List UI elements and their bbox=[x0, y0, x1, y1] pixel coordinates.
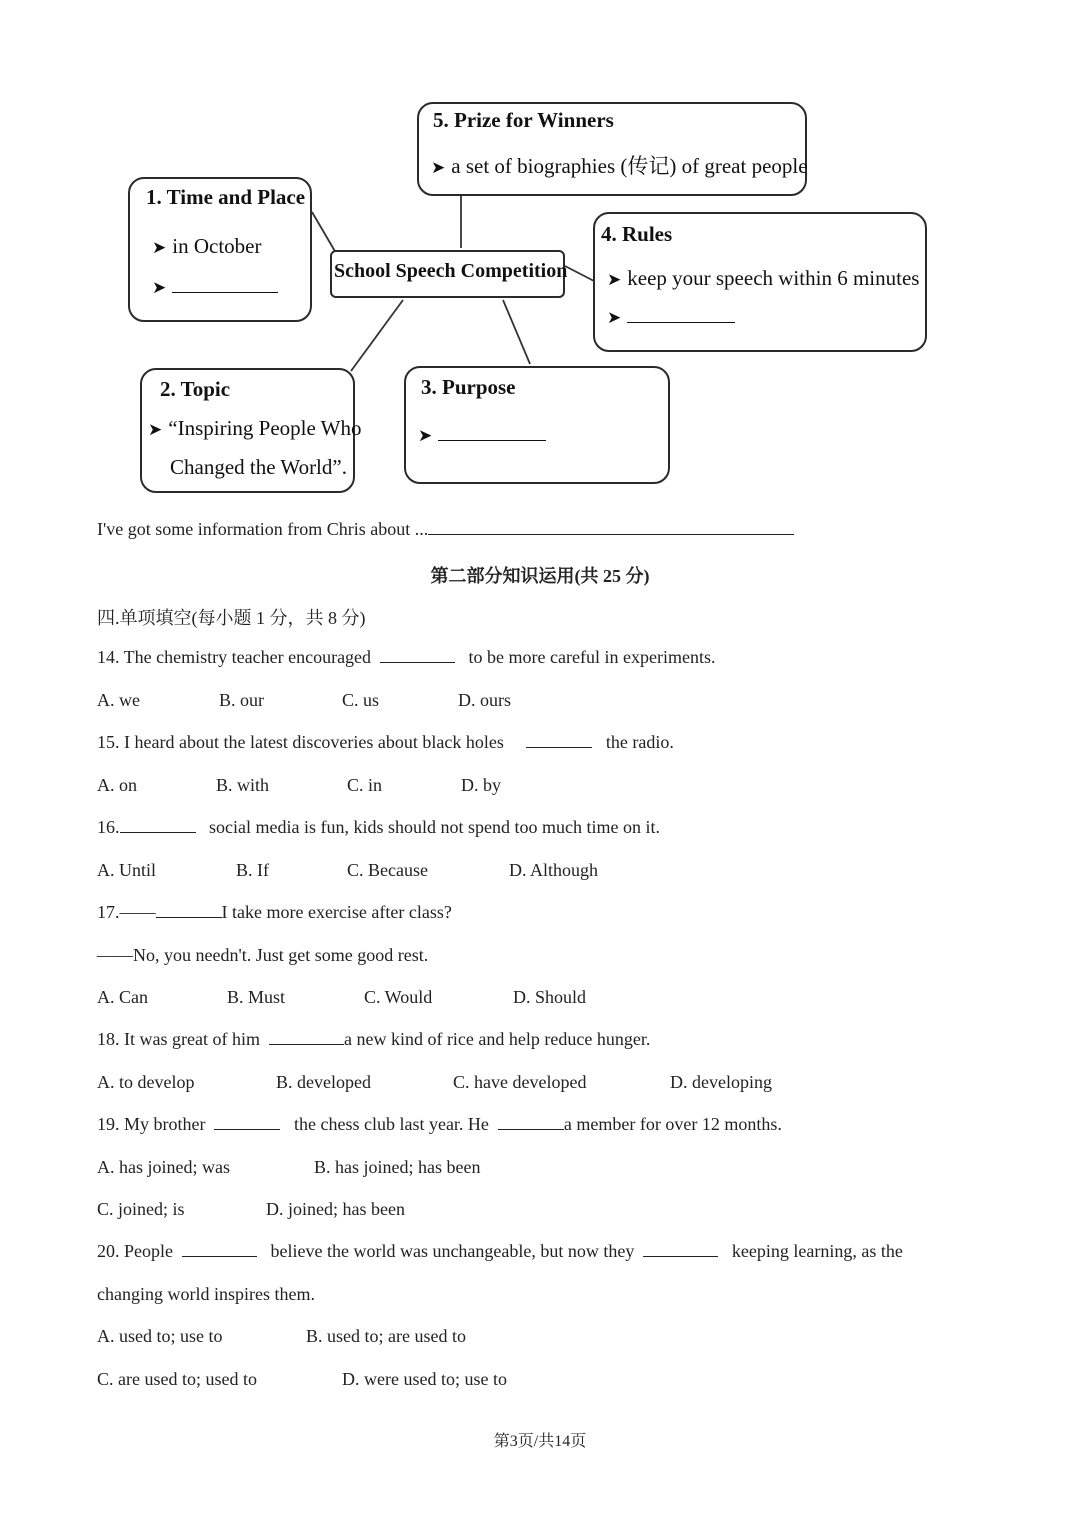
arrow-icon: ➤ bbox=[607, 270, 622, 289]
q20-option-a[interactable]: A. used to; use to bbox=[97, 1326, 223, 1346]
question-20: 20. People believe the world was unchangeable, but now they keeping learning, as the bbox=[97, 1241, 903, 1261]
q15-option-c[interactable]: C. in bbox=[347, 775, 383, 795]
box-rules-item: ➤ keep your speech within 6 minutes bbox=[607, 266, 920, 290]
q16-option-a[interactable]: A. Until bbox=[97, 860, 157, 880]
q19-blank-1[interactable] bbox=[214, 1128, 280, 1130]
box-prize-item: ➤ a set of biographies (传记) of great people bbox=[431, 154, 808, 178]
arrow-icon: ➤ bbox=[607, 308, 622, 327]
page-number: 第3页/共14页 bbox=[493, 1433, 587, 1450]
section-title: 第二部分知识运用(共 25 分) bbox=[430, 566, 650, 586]
q18-option-c[interactable]: C. have developed bbox=[453, 1072, 587, 1092]
q18-blank[interactable] bbox=[269, 1043, 344, 1045]
box-prize-title: 5. Prize for Winners bbox=[433, 108, 614, 132]
q19-blank-2[interactable] bbox=[498, 1128, 564, 1130]
box-purpose-blank[interactable] bbox=[418, 422, 546, 447]
q15-option-d[interactable]: D. by bbox=[461, 775, 501, 795]
arrow-icon: ➤ bbox=[152, 238, 167, 257]
q20-option-c[interactable]: C. are used to; used to bbox=[97, 1369, 257, 1389]
q17-reply: ——No, you needn't. Just get some good rest. bbox=[97, 945, 429, 965]
q14-option-c[interactable]: C. us bbox=[342, 690, 380, 710]
q17-option-d[interactable]: D. Should bbox=[513, 987, 587, 1007]
box-time-place-blank[interactable] bbox=[152, 274, 278, 299]
q19-option-a[interactable]: A. has joined; was bbox=[97, 1157, 230, 1177]
q20-option-b[interactable]: B. used to; are used to bbox=[306, 1326, 466, 1346]
question-19: 19. My brother the chess club last year. He a member for over 12 months. bbox=[97, 1114, 782, 1134]
q15-option-a[interactable]: A. on bbox=[97, 775, 137, 795]
question-18: 18. It was great of him a new kind of rice and help reduce hunger. bbox=[97, 1029, 651, 1049]
box-topic-item-line2: Changed the World”. bbox=[170, 455, 347, 479]
box-time-place bbox=[128, 177, 312, 322]
q19-option-d[interactable]: D. joined; has been bbox=[266, 1199, 405, 1219]
arrow-icon: ➤ bbox=[431, 158, 446, 177]
box-time-place-title: 1. Time and Place bbox=[146, 185, 306, 209]
q14-option-b[interactable]: B. our bbox=[219, 690, 264, 710]
box-rules-title: 4. Rules bbox=[601, 222, 673, 246]
q16-option-c[interactable]: C. Because bbox=[347, 860, 428, 880]
q17-option-a[interactable]: A. Can bbox=[97, 987, 148, 1007]
answer-blank[interactable] bbox=[428, 533, 794, 535]
question-17: 17.—— I take more exercise after class? bbox=[97, 902, 452, 922]
question-14: 14. The chemistry teacher encouraged to be more careful in experiments. bbox=[97, 647, 716, 667]
box-rules-blank[interactable] bbox=[607, 304, 735, 329]
box-topic-item: ➤ “Inspiring People Who bbox=[148, 416, 362, 440]
q14-option-d[interactable]: D. ours bbox=[458, 690, 511, 710]
box-purpose-title: 3. Purpose bbox=[421, 375, 516, 399]
box-time-place-item: ➤ in October bbox=[152, 234, 262, 258]
q18-option-a[interactable]: A. to develop bbox=[97, 1072, 195, 1092]
box-rules bbox=[593, 212, 927, 352]
q20-blank-1[interactable] bbox=[182, 1255, 257, 1257]
q20-blank-2[interactable] bbox=[643, 1255, 718, 1257]
q17-option-b[interactable]: B. Must bbox=[227, 987, 286, 1007]
subsection-title: 四.单项填空(每小题 1 分，共 8 分) bbox=[97, 608, 366, 628]
center-node bbox=[330, 250, 568, 298]
info-line: I've got some information from Chris about ... bbox=[97, 519, 794, 540]
q17-blank[interactable] bbox=[156, 916, 222, 918]
q14-option-a[interactable]: A. we bbox=[97, 690, 140, 710]
question-16: 16. social media is fun, kids should not spend too much time on it. bbox=[97, 817, 660, 837]
box-prize bbox=[417, 102, 807, 196]
center-node-label: School Speech Competition bbox=[334, 260, 568, 282]
q16-option-d[interactable]: D. Although bbox=[509, 860, 599, 880]
box-topic-title: 2. Topic bbox=[160, 377, 231, 401]
q15-option-b[interactable]: B. with bbox=[216, 775, 270, 795]
q20-option-d[interactable]: D. were used to; use to bbox=[342, 1369, 507, 1389]
q16-blank[interactable] bbox=[120, 831, 196, 833]
arrow-icon: ➤ bbox=[148, 420, 163, 439]
box-topic bbox=[140, 368, 362, 493]
q18-option-b[interactable]: B. developed bbox=[276, 1072, 371, 1092]
arrow-icon: ➤ bbox=[152, 278, 167, 297]
q14-blank[interactable] bbox=[380, 661, 455, 663]
q19-option-c[interactable]: C. joined; is bbox=[97, 1199, 185, 1219]
q16-option-b[interactable]: B. If bbox=[236, 860, 269, 880]
q17-option-c[interactable]: C. Would bbox=[364, 987, 433, 1007]
q19-option-b[interactable]: B. has joined; has been bbox=[314, 1157, 481, 1177]
question-15: 15. I heard about the latest discoveries about black holes the radio. bbox=[97, 732, 674, 752]
q15-blank[interactable] bbox=[526, 746, 592, 748]
box-purpose bbox=[404, 366, 670, 484]
arrow-icon: ➤ bbox=[418, 426, 433, 445]
q18-option-d[interactable]: D. developing bbox=[670, 1072, 772, 1092]
question-20-line2: changing world inspires them. bbox=[97, 1284, 315, 1304]
